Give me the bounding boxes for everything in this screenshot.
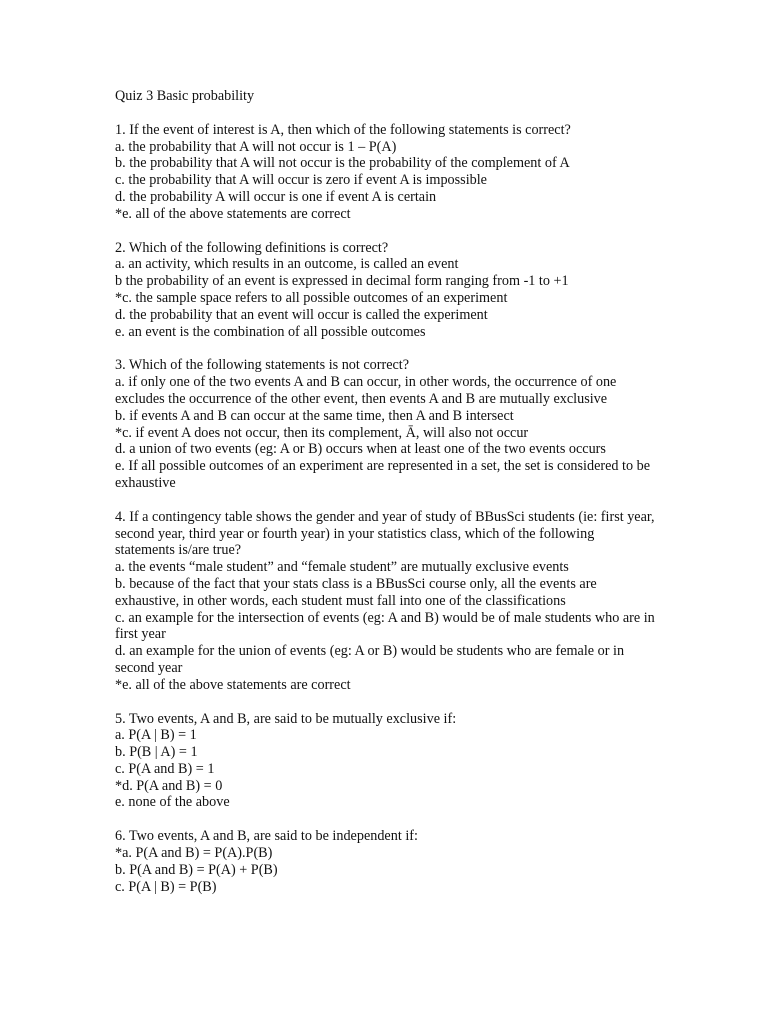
question-stem: 3. Which of the following statements is not correct?	[115, 357, 410, 374]
answer-option: d. a union of two events (eg: A or B) occurs when at least one of the two events occurs	[115, 441, 606, 458]
question-6	[115, 828, 655, 895]
answer-option: b. P(B | A) = 1	[115, 744, 198, 761]
question-stem: 5. Two events, A and B, are said to be mutually exclusive if:	[115, 710, 457, 727]
answer-option: e. none of the above	[115, 794, 230, 811]
answer-option: *c. if event A does not occur, then its complement, Ā, will also not occur	[115, 424, 529, 441]
page-title: Quiz 3 Basic probability	[115, 88, 255, 104]
answer-option: a. if only one of the two events A and B can occur, in other words, the occurrence of one excludes the occurrence of the other event, then events A and B are mutually exclusive	[115, 374, 617, 407]
question-2	[115, 240, 655, 341]
answer-option: *a. P(A and B) = P(A).P(B)	[115, 845, 273, 862]
answer-option: b. if events A and B can occur at the same time, then A and B intersect	[115, 407, 514, 424]
answer-option: *d. P(A and B) = 0	[115, 777, 223, 794]
answer-option: a. the probability that A will not occur is 1 – P(A)	[115, 138, 397, 155]
document-page	[115, 88, 655, 912]
answer-option: b. because of the fact that your stats class is a BBusSci course only, all the events are exhaustive, in other words, each student must fall into one of the classifications	[115, 575, 597, 609]
question-stem: 6. Two events, A and B, are said to be independent if:	[115, 828, 418, 845]
question-1	[115, 122, 655, 223]
answer-option: b. P(A and B) = P(A) + P(B)	[115, 861, 278, 878]
answer-option: *e. all of the above statements are correct	[115, 205, 351, 222]
answer-option: b. the probability that A will not occur is the probability of the complement of A	[115, 155, 570, 172]
answer-option: a. an activity, which results in an outcome, is called an event	[115, 256, 459, 273]
answer-option: c. P(A and B) = 1	[115, 760, 215, 777]
answer-option: a. the events “male student” and “female student” are mutually exclusive events	[115, 559, 569, 576]
answer-option: a. P(A | B) = 1	[115, 727, 197, 744]
answer-option: e. If all possible outcomes of an experiment are represented in a set, the set is considered to be exhaustive	[115, 458, 650, 491]
question-5	[115, 711, 655, 812]
answer-option: c. P(A | B) = P(B)	[115, 878, 217, 895]
question-3	[115, 357, 655, 491]
answer-option: d. an example for the union of events (eg: A or B) would be students who are female or in second year	[115, 643, 625, 676]
question-stem: 1. If the event of interest is A, then which of the following statements is correct?	[115, 121, 571, 138]
answer-option: c. the probability that A will occur is zero if event A is impossible	[115, 172, 487, 189]
answer-option: e. an event is the combination of all possible outcomes	[115, 323, 426, 340]
question-4	[115, 509, 655, 694]
question-stem: 4. If a contingency table shows the gender and year of study of BBusSci students (ie: first year, second year, third year or fourth year) in your statistics class, which of the following statements is/are true?	[115, 508, 655, 559]
answer-option: b the probability of an event is expressed in decimal form ranging from -1 to +1	[115, 273, 569, 290]
answer-option: *c. the sample space refers to all possible outcomes of an experiment	[115, 289, 508, 306]
answer-option: d. the probability that an event will occur is called the experiment	[115, 306, 488, 323]
question-stem: 2. Which of the following definitions is correct?	[115, 239, 389, 256]
answer-option: c. an example for the intersection of events (eg: A and B) would be of male students who are in first year	[115, 609, 655, 643]
answer-option: d. the probability A will occur is one if event A is certain	[115, 188, 437, 205]
answer-option: *e. all of the above statements are correct	[115, 676, 351, 693]
